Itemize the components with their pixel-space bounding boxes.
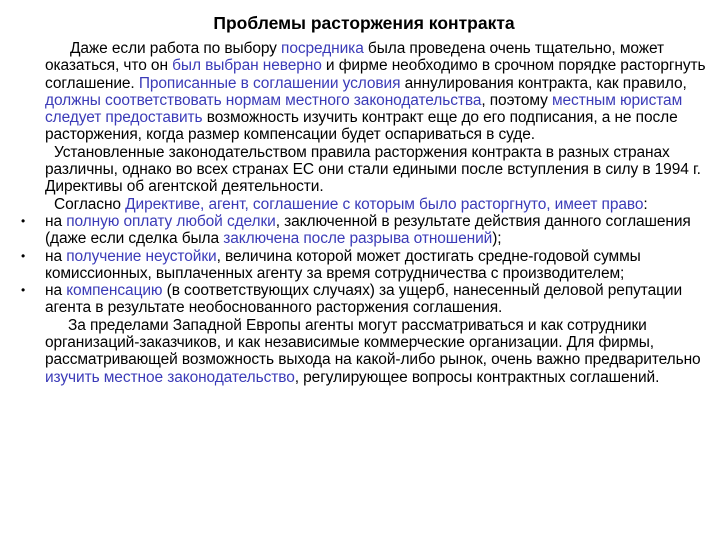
paragraph-directive [45,196,715,213]
text-run: на [45,247,67,265]
text-run: на [45,212,67,230]
paragraph-intro [45,40,715,144]
bullet-icon: • [21,283,26,298]
bullet-icon: • [21,248,26,263]
highlight-text: получение неустойки [66,247,217,265]
text-run: и фирме необходимо в срочном порядке расторгнуть соглашение. [45,57,706,92]
highlight-text: должны соответствовать нормам местного законодательства [45,91,482,109]
bullet-icon: • [21,213,26,228]
highlight-text: полную оплату любой сделки [66,212,276,230]
text-run: , регулирующее вопросы контрактных соглашений. [294,368,660,386]
paragraph-eu-rules: Установленные законодательством правила расторжения контракта в разных странах различны, однако во всех странах ЕС они стали едиными после вступления в силу в 1994 г. Директивы об агентской деятельности. [45,143,701,196]
paragraph-outside-europe [45,317,715,386]
page-title: Проблемы расторжения контракта [213,13,515,33]
highlight-text: заключена после разрыва отношений [223,230,493,248]
list-item [21,282,715,317]
rights-list [21,212,715,317]
text-run: , заключенной в результате действия данного соглашения (даже если сделка была [45,212,691,248]
text-run: возможность изучить контракт еще до его подписания, а не после расторжения, когда размер компенсации будет оспариваться в суде. [45,109,678,144]
text-run: ); [492,230,502,248]
text-run: Согласно [54,195,126,213]
highlight-text: местным юристам следует предоставить [45,91,683,127]
highlight-text: Прописанные в соглашении условия [138,74,401,92]
text-run: Даже если работа по выбору [70,40,282,57]
text-run: : [643,195,648,213]
highlight-text: компенсацию [66,282,163,300]
text-run: За пределами Западной Европы агенты могут рассматриваться и как сотрудники организаций-заказчиков, и как независимые коммерческие организации. Для фирмы, рассматривающей возможность выхода на какой-либо рынок, очень важно предварительно [45,316,701,369]
text-run: на [45,282,67,300]
text-run: (в соответствующих случаях) за ущерб, нанесенный деловой репутации агента в результате необоснованного расторжения соглашения. [45,282,683,317]
highlight-text: был выбран неверно [172,57,322,75]
text-run: , поэтому [481,91,552,109]
document-body [21,40,715,386]
list-item [21,212,715,248]
text-run: была проведена очень тщательно, может оказаться, что он [45,40,665,75]
text-run: аннулирования контракта, как правило, [400,74,687,92]
list-item [21,247,715,283]
text-run: , величина которой может достигать средне-годовой суммы комиссионных, выплаченных агенту за время сотрудничества с производителем; [45,247,641,282]
highlight-text: изучить местное законодательство [45,368,295,386]
highlight-text: Директиве, агент, соглашение с которым было расторгнуто, имеет право [125,195,644,213]
highlight-text: посредника [281,40,364,57]
